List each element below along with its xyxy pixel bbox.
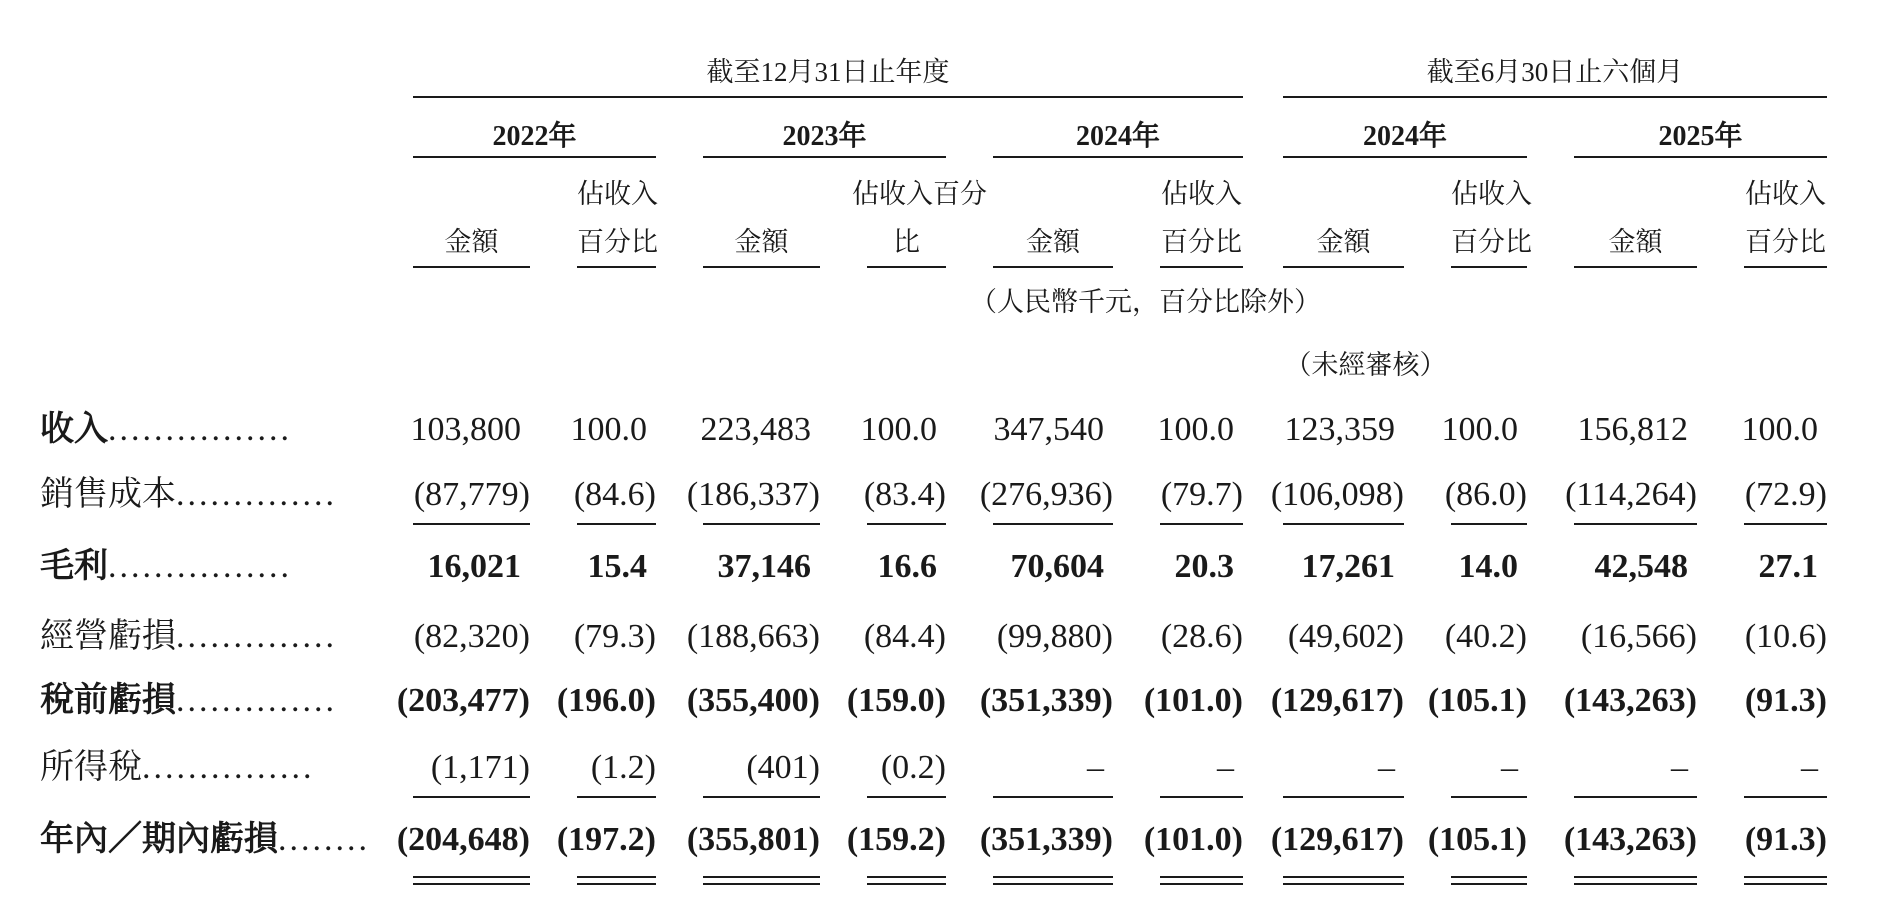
subtotal-rule [1283,523,1404,525]
subheader-rule [867,266,946,268]
subtotal-rule [1574,796,1697,798]
total-double-rule [1744,883,1827,885]
subheader-amount: 金額 [444,227,499,257]
total-double-rule [577,876,656,878]
table-cell: (203,477) [396,682,530,719]
subtotal-rule [413,796,530,798]
table-cell: 100.0 [1441,411,1518,448]
subtotal-rule [867,796,946,798]
table-cell: (197.2) [556,821,656,858]
table-cell: (196.0) [556,682,656,719]
subheader-pct-line2: 百分比 [1451,227,1532,257]
table-cell: – [1087,749,1104,786]
table-cell: 100.0 [570,411,647,448]
row-label [40,410,292,450]
subheader-pct-line1: 佔收入 [577,179,658,209]
subheader-rule [1744,266,1827,268]
year-rule [413,156,656,158]
table-cell: (105.1) [1427,682,1527,719]
table-cell: 15.4 [587,548,647,585]
table-cell: (401) [746,749,820,786]
total-double-rule [1283,876,1404,878]
total-double-rule [1160,883,1243,885]
table-cell: (79.3) [573,618,656,655]
table-cell: (186,337) [686,476,820,513]
table-cell: (129,617) [1270,682,1404,719]
subheader-pct-line2: 百分比 [577,227,658,257]
group-header-fiscal-year: 截至12月31日止年度 [706,57,950,87]
subtotal-rule [993,523,1113,525]
table-cell: (355,400) [686,682,820,719]
table-cell: (101.0) [1143,682,1243,719]
table-cell: (40.2) [1444,618,1527,655]
group-rule-6m [1283,96,1827,98]
table-cell: (84.6) [573,476,656,513]
row-label [40,681,337,721]
total-double-rule [703,883,820,885]
total-double-rule [1451,876,1527,878]
year-header-2023: 2023年 [782,121,867,152]
table-cell: (10.6) [1744,618,1827,655]
table-cell: (86.0) [1444,476,1527,513]
row-label-dots: ................ [108,548,292,585]
subheader-rule [1574,266,1697,268]
table-cell: 42,548 [1594,548,1688,585]
table-cell: 100.0 [1741,411,1818,448]
total-double-rule [1283,883,1404,885]
row-label-dots: ............... [142,749,315,786]
table-cell: (355,801) [686,821,820,858]
table-cell: (79.7) [1160,476,1243,513]
table-cell: (49,602) [1287,618,1404,655]
table-cell: (351,339) [979,682,1113,719]
row-label [40,547,292,587]
subtotal-rule [867,523,946,525]
subheader-pct-line1: 佔收入 [1745,179,1826,209]
total-double-rule [1574,876,1697,878]
table-cell: (84.4) [863,618,946,655]
subtotal-rule [1744,523,1827,525]
table-cell: 27.1 [1758,548,1818,585]
group-header-six-months: 截至6月30日止六個月 [1426,57,1684,87]
subtotal-rule [577,523,656,525]
row-label-text: 經營虧損 [40,618,176,655]
table-cell: (188,663) [686,618,820,655]
subtotal-rule [577,796,656,798]
row-label [40,820,370,860]
table-cell: 14.0 [1458,548,1518,585]
subheader-rule [1451,266,1527,268]
table-cell: (351,339) [979,821,1113,858]
table-cell: 223,483 [700,411,811,448]
table-cell: (91.3) [1744,682,1827,719]
year-header-2025-6m: 2025年 [1658,121,1743,152]
table-cell: (159.0) [846,682,946,719]
subheader-pct-line1: 佔收入 [1161,179,1242,209]
row-label [40,475,337,515]
subheader-amount: 金額 [1608,227,1663,257]
table-cell: 123,359 [1284,411,1395,448]
row-label-text: 所得稅 [40,749,142,786]
subheader-pct-line2: 百分比 [1745,227,1826,257]
table-cell: (143,263) [1563,821,1697,858]
table-cell: 347,540 [993,411,1104,448]
subheader-pct-line1: 佔收入 [1451,179,1532,209]
row-label [40,748,315,788]
year-header-2024-fy: 2024年 [1075,121,1160,152]
row-label-dots: .............. [176,618,337,655]
table-cell: 20.3 [1174,548,1234,585]
row-label-text: 收入 [40,411,108,448]
year-rule [703,156,946,158]
total-double-rule [577,883,656,885]
table-cell: 16.6 [877,548,937,585]
subtotal-rule [703,523,820,525]
table-cell: 70,604 [1010,548,1104,585]
table-cell: 103,800 [410,411,521,448]
total-double-rule [1160,876,1243,878]
subheader-rule [1160,266,1243,268]
subheader-rule [993,266,1113,268]
subtotal-rule [1160,523,1243,525]
total-double-rule [1574,883,1697,885]
table-cell: (91.3) [1744,821,1827,858]
total-double-rule [993,876,1113,878]
unit-note: （人民幣千元，百分比除外） [970,287,1321,317]
subheader-pct-line1: 佔收入百分 [852,179,987,209]
unaudited-note: （未經審核） [1284,350,1447,380]
subtotal-rule [1574,523,1697,525]
table-cell: (101.0) [1143,821,1243,858]
row-label-text: 毛利 [40,548,108,585]
table-cell: 17,261 [1301,548,1395,585]
group-rule-fy [413,96,1243,98]
year-header-2024-6m: 2024年 [1362,121,1447,152]
subtotal-rule [1451,523,1527,525]
subtotal-rule [1283,796,1404,798]
subtotal-rule [1160,796,1243,798]
subheader-rule [703,266,820,268]
year-rule [993,156,1243,158]
table-cell: – [1801,749,1818,786]
subtotal-rule [413,523,530,525]
table-cell: 100.0 [1157,411,1234,448]
subheader-amount: 金額 [1316,227,1371,257]
row-label-text: 年內／期內虧損 [40,821,278,858]
table-cell: (83.4) [863,476,946,513]
row-label-dots: .............. [176,682,337,719]
total-double-rule [867,876,946,878]
table-cell: (16,566) [1580,618,1697,655]
table-cell: – [1217,749,1234,786]
table-cell: (106,098) [1270,476,1404,513]
year-rule [1574,156,1827,158]
table-cell: 100.0 [860,411,937,448]
subheader-rule [577,266,656,268]
table-cell: (28.6) [1160,618,1243,655]
subtotal-rule [1451,796,1527,798]
year-header-2022: 2022年 [492,121,577,152]
total-double-rule [867,883,946,885]
table-cell: (1.2) [590,749,656,786]
row-label-text: 稅前虧損 [40,682,176,719]
table-cell: (87,779) [413,476,530,513]
subheader-rule [413,266,530,268]
subheader-amount: 金額 [1026,227,1080,257]
table-cell: (72.9) [1744,476,1827,513]
total-double-rule [413,883,530,885]
table-cell: (1,171) [430,749,530,786]
table-cell: (143,263) [1563,682,1697,719]
table-cell: (276,936) [979,476,1113,513]
table-cell: (105.1) [1427,821,1527,858]
total-double-rule [703,876,820,878]
subtotal-rule [993,796,1113,798]
subheader-rule [1283,266,1404,268]
table-cell: 156,812 [1577,411,1688,448]
year-rule [1283,156,1527,158]
table-cell: – [1671,749,1688,786]
table-cell: – [1501,749,1518,786]
total-double-rule [993,883,1113,885]
row-label-dots: ................ [108,411,292,448]
subtotal-rule [703,796,820,798]
table-cell: 37,146 [717,548,811,585]
table-cell: (159.2) [846,821,946,858]
row-label-text: 銷售成本 [40,476,176,513]
total-double-rule [413,876,530,878]
total-double-rule [1744,876,1827,878]
table-cell: (82,320) [413,618,530,655]
row-label [40,617,337,657]
table-cell: – [1378,749,1395,786]
row-label-dots: .............. [176,476,337,513]
row-label-dots: ........ [278,821,370,858]
subheader-pct-line2: 百分比 [1161,227,1242,257]
table-cell: (99,880) [996,618,1113,655]
total-double-rule [1451,883,1527,885]
subheader-amount: 金額 [734,227,789,257]
subtotal-rule [1744,796,1827,798]
table-cell: (0.2) [880,749,946,786]
table-cell: (129,617) [1270,821,1404,858]
table-cell: (204,648) [396,821,530,858]
table-cell: (114,264) [1565,476,1697,513]
subheader-pct-line2: 比 [893,227,920,257]
table-cell: 16,021 [427,548,521,585]
